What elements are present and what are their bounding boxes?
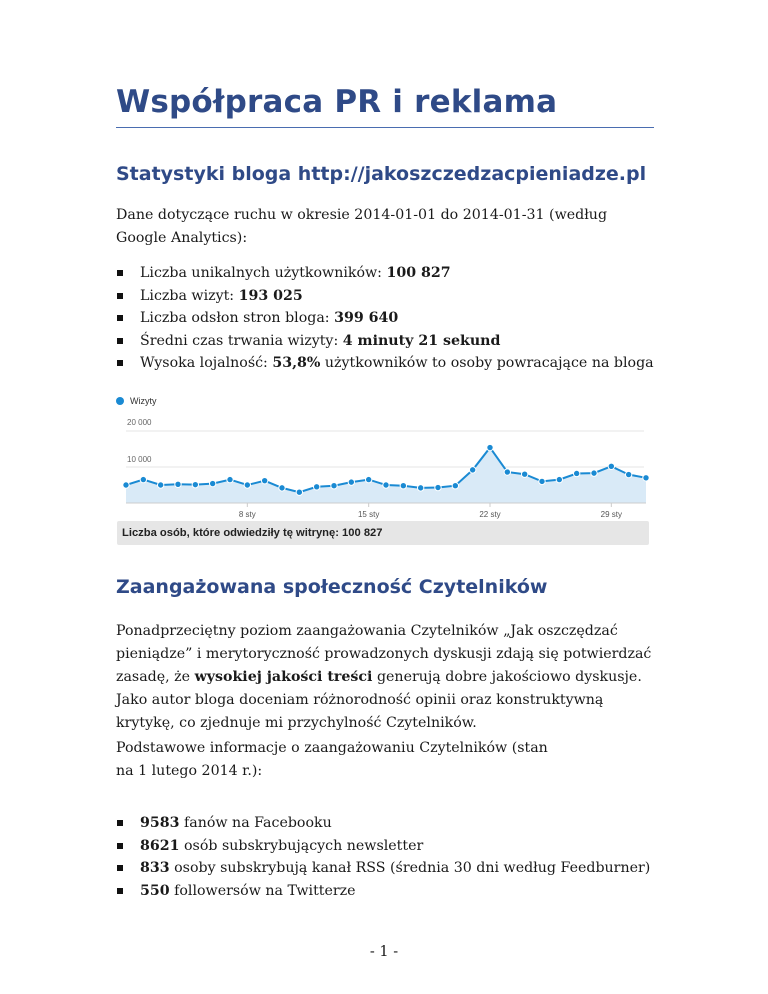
data-point — [539, 478, 545, 484]
data-point — [400, 483, 406, 489]
section-heading-community: Zaangażowana społeczność Czytelników — [116, 576, 548, 598]
stat-value: 53,8% — [272, 355, 321, 372]
data-point — [417, 485, 423, 491]
data-point — [209, 480, 215, 486]
stats-intro: Dane dotyczące ruchu w okresie 2014-01-01 do 2014-01-31 (według Google Analytics): — [116, 207, 608, 246]
page-title: Współpraca PR i reklama — [116, 84, 558, 120]
y-tick-label: 10 000 — [127, 455, 152, 464]
page-number: - 1 - — [369, 944, 399, 960]
x-tick-label: 29 sty — [600, 510, 623, 519]
data-point — [487, 444, 493, 450]
data-point — [244, 482, 250, 488]
data-point — [261, 477, 267, 483]
data-point — [469, 467, 475, 473]
data-point — [365, 476, 371, 482]
data-point — [556, 476, 562, 482]
data-point — [157, 482, 163, 488]
data-point — [192, 481, 198, 487]
data-point — [313, 484, 319, 490]
list-item: 9583 fanów na Facebooku — [116, 812, 676, 835]
stat-value: 399 640 — [334, 310, 399, 327]
community-intro: Podstawowe informacje o zaangażowaniu Czytelników (stan na 1 lutego 2014 r.): — [116, 740, 548, 779]
stat-value: 193 025 — [238, 287, 303, 304]
data-point — [227, 476, 233, 482]
data-point — [521, 471, 527, 477]
data-point — [331, 483, 337, 489]
x-axis — [126, 503, 646, 519]
data-point — [296, 489, 302, 495]
data-point — [175, 481, 181, 487]
data-point — [452, 483, 458, 489]
data-point — [279, 485, 285, 491]
stats-list — [116, 262, 676, 375]
highlight-text: wysokiej jakości treści — [194, 669, 373, 685]
stat-value: 9583 — [140, 815, 180, 831]
list-item: Liczba wizyt: 193 025 — [116, 285, 676, 308]
section-heading-stats: Statystyki bloga http://jakoszczedzacpieniadze.pl — [116, 163, 647, 185]
data-point — [348, 479, 354, 485]
stat-value: 833 — [140, 860, 170, 877]
list-item: Liczba odsłon stron bloga: 399 640 — [116, 307, 676, 330]
legend-label: Wizyty — [130, 396, 157, 406]
community-list — [116, 812, 676, 902]
stat-value: 4 minuty 21 sekund — [342, 332, 501, 349]
list-item: Średni czas trwania wizyty: 4 minuty 21 sekund — [116, 330, 676, 353]
legend-marker — [116, 397, 124, 405]
chart-summary: Liczba osób, które odwiedziły tę witrynę: 100 827 — [117, 521, 649, 545]
data-point — [608, 463, 614, 469]
area-fill — [126, 448, 646, 503]
list-item: 8621 osób subskrybujących newsletter — [116, 835, 676, 858]
data-point — [643, 475, 649, 481]
data-point — [591, 470, 597, 476]
data-point — [504, 469, 510, 475]
list-item: 833 osoby subskrybują kanał RSS (średnia 30 dni według Feedburner) — [116, 857, 676, 880]
community-paragraph: Ponadprzeciętny poziom zaangażowania Czytelników „Jak oszczędzać pieniądze” i merytoryczność prowadzonych dyskusji zdają się potwierdzać zasadę, że wysokiej jakości treści generują dobre jakościowo dyskusje. Jako autor bloga doceniam różnorodność opinii oraz konstruktywną krytykę, co zjednuje mi przychylność Czytelników. — [116, 623, 652, 731]
stat-value: 8621 — [140, 837, 180, 854]
title-underline — [116, 127, 654, 128]
stat-value: 550 — [140, 882, 170, 899]
visits-chart-svg — [116, 390, 654, 520]
x-tick-label: 22 sty — [479, 510, 501, 519]
list-item: 550 followersów na Twitterze — [116, 880, 676, 903]
x-tick-label: 8 sty — [238, 510, 256, 519]
data-point — [573, 470, 579, 476]
stat-value: 100 827 — [386, 265, 451, 281]
x-tick-label: 15 sty — [357, 510, 380, 519]
data-point — [123, 482, 129, 488]
list-item: Wysoka lojalność: 53,8% użytkowników to osoby powracające na bloga — [116, 352, 676, 375]
data-point — [140, 476, 146, 482]
data-point — [435, 484, 441, 490]
data-point — [625, 471, 631, 477]
data-point — [383, 482, 389, 488]
y-tick-label: 20 000 — [127, 418, 152, 427]
list-item: Liczba unikalnych użytkowników: 100 827 — [116, 262, 676, 285]
